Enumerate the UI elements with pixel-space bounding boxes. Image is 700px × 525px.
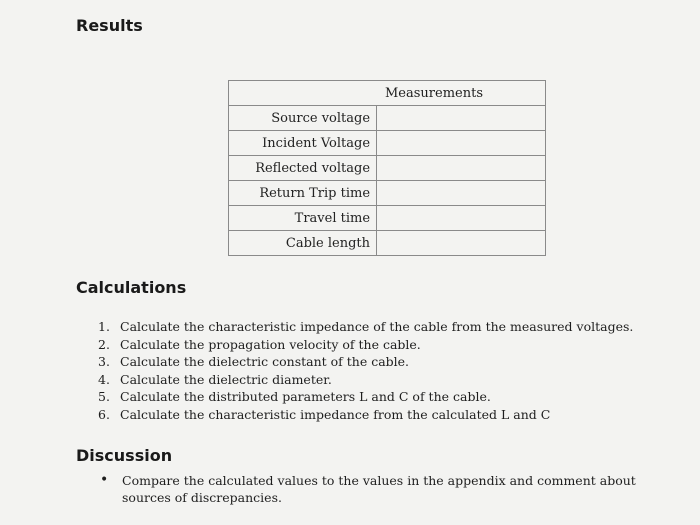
- discussion-list: [100, 472, 660, 506]
- discussion-heading: Discussion: [76, 446, 173, 465]
- item-text: Calculate the dielectric diameter.: [120, 371, 332, 387]
- row-value-travel-time: [377, 206, 546, 231]
- measurements-table: [228, 80, 546, 256]
- row-label-incident-voltage: Incident Voltage: [229, 131, 377, 156]
- table-row: [229, 156, 546, 181]
- table-header-row: [229, 81, 546, 106]
- list-item: [98, 336, 633, 354]
- row-label-travel-time: Travel time: [229, 206, 377, 231]
- row-label-cable-length: Cable length: [229, 231, 377, 256]
- item-text: Calculate the dielectric constant of the cable.: [120, 354, 410, 369]
- row-value-reflected-voltage: [377, 156, 546, 181]
- bullet-icon: •: [100, 472, 109, 488]
- list-item: [98, 388, 633, 406]
- item-number: 6.: [98, 406, 110, 422]
- table-row: [229, 181, 546, 206]
- row-label-reflected-voltage: Reflected voltage: [229, 156, 377, 181]
- item-text: Calculate the characteristic impedance of the cable from the measured voltages.: [120, 319, 634, 334]
- table-row: [229, 131, 546, 156]
- item-text: Calculate the characteristic impedance from the calculated L and C: [120, 406, 551, 422]
- table-row: [229, 231, 546, 256]
- list-item: [100, 472, 660, 506]
- row-label-source-voltage: Source voltage: [229, 106, 377, 131]
- item-number: 3.: [98, 354, 110, 369]
- measurements-header: Measurements: [229, 81, 546, 106]
- list-item: [98, 406, 633, 424]
- item-text: Calculate the propagation velocity of the cable.: [120, 336, 421, 352]
- item-number: 1.: [98, 319, 110, 334]
- item-number: 2.: [98, 336, 110, 352]
- row-value-source-voltage: [377, 106, 546, 131]
- list-item: [98, 318, 633, 336]
- table-row: [229, 106, 546, 131]
- item-number: 4.: [98, 371, 110, 387]
- list-item: [98, 371, 633, 389]
- calculations-heading: Calculations: [76, 278, 187, 297]
- item-number: 5.: [98, 389, 110, 404]
- item-text: Compare the calculated values to the values in the appendix and comment about sources of discrepancies.: [122, 473, 636, 505]
- list-item: [98, 353, 633, 371]
- row-value-cable-length: [377, 231, 546, 256]
- row-value-incident-voltage: [377, 131, 546, 156]
- results-heading: Results: [76, 16, 143, 35]
- table-row: [229, 206, 546, 231]
- row-label-return-trip-time: Return Trip time: [229, 181, 377, 206]
- item-text: Calculate the distributed parameters L and C of the cable.: [120, 389, 491, 404]
- row-value-return-trip-time: [377, 181, 546, 206]
- calculations-list: [98, 318, 633, 423]
